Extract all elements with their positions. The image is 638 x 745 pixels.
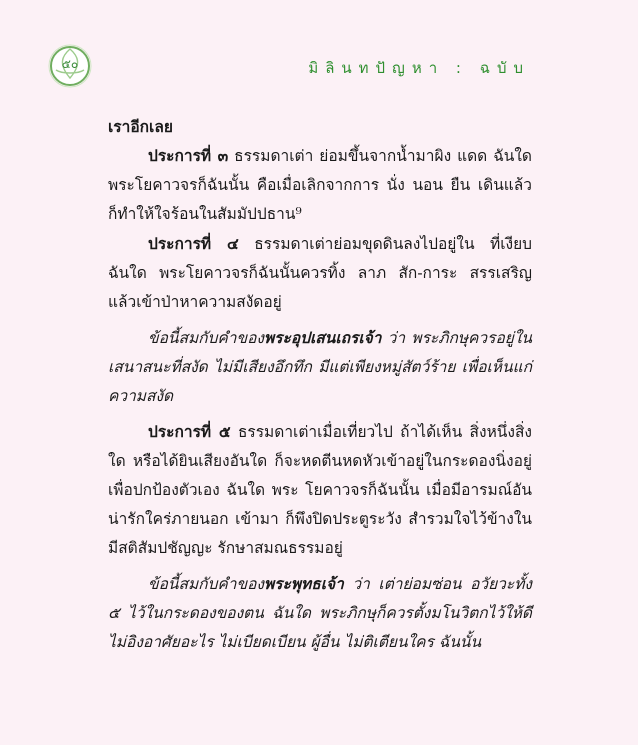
paragraph-item-5	[108, 417, 532, 563]
item-4-label: ประการที่ ๔	[148, 234, 239, 253]
quote-upasena	[108, 323, 532, 411]
paragraph-item-4	[108, 229, 532, 317]
quote-2-text: ว่า เต่าย่อมซ่อน อวัยวะทั้ง ๕ ไว้ในกระดองของตน ฉันใด พระภิกษุก็ควรตั้งมโนวิตกไว้ให้ดี ไม่อิงอาศัยอะไร ไม่เบียดเบียน ผู้อื่น ไม่ติเตียนใคร ฉันนั้น	[108, 575, 532, 651]
quote-1-prefix: ข้อนี้สมกับคำของ	[148, 329, 264, 347]
quote-2-prefix: ข้อนี้สมกับคำของ	[148, 575, 264, 593]
page-number: ๕๐	[61, 57, 79, 71]
page-number-badge	[48, 44, 92, 88]
item-3-label: ประการที่ ๓	[148, 146, 229, 165]
quote-2-speaker: พระพุทธเจ้า	[263, 574, 344, 593]
paragraph-item-3	[108, 141, 532, 229]
paragraph-heading: เราอีกเลย	[108, 117, 173, 136]
quote-1-text: ว่า พระภิกษุควรอยู่ในเสนาสนะที่สงัด ไม่มีเสียงอึกทึก มีแต่เพียงหมู่สัตว์ร้าย เพื่อเห็นแก่ความสงัด	[108, 329, 532, 405]
quote-1-speaker: พระอุปเสนเถรเจ้า	[263, 328, 382, 347]
item-5-label: ประการที่ ๕	[148, 422, 231, 441]
item-5-text: ธรรมดาเต่าเมื่อเที่ยวไป ถ้าได้เห็น สิ่งหนึ่งสิ่งใด หรือได้ยินเสียงอันใด ก็จะหดตีนหดหัวเข้าอยู่ในกระดองนิ่งอยู่ เพื่อปกป้องตัวเอง ฉันใด พระ โยคาวจรก็ฉันนั้น เมื่อมีอารมณ์อันน่ารักใคร่ภายนอก เข้ามา ก็พึงปิดประตูระวัง สำรวมใจไว้ข้างใน มีสติสัมปชัญญะ รักษาสมณธรรมอยู่	[108, 423, 532, 557]
running-header-title: มิลินทปัญหา : ฉบับ	[308, 59, 530, 77]
body-text	[108, 112, 532, 663]
quote-buddha	[108, 569, 532, 657]
item-4-text: ธรรมดาเต่าย่อมขุดดินลงไปอยู่ใน ที่เงียบ ฉันใด พระโยคาวจรก็ฉันนั้นควรทิ้ง ลาภ สัก-การะ สรรเสริญ แล้วเข้าป่าหาความสงัดอยู่	[108, 235, 532, 311]
item-3-text: ธรรมดาเต่า ย่อมขึ้นจากน้ำมาผิง แดด ฉันใด พระโยคาวจรก็ฉันนั้น คือเมื่อเลิกจากการ นั่ง นอน ยืน เดินแล้ว ก็ทำให้ใจร้อนในสัมมัปปธาน⁹	[108, 147, 532, 223]
